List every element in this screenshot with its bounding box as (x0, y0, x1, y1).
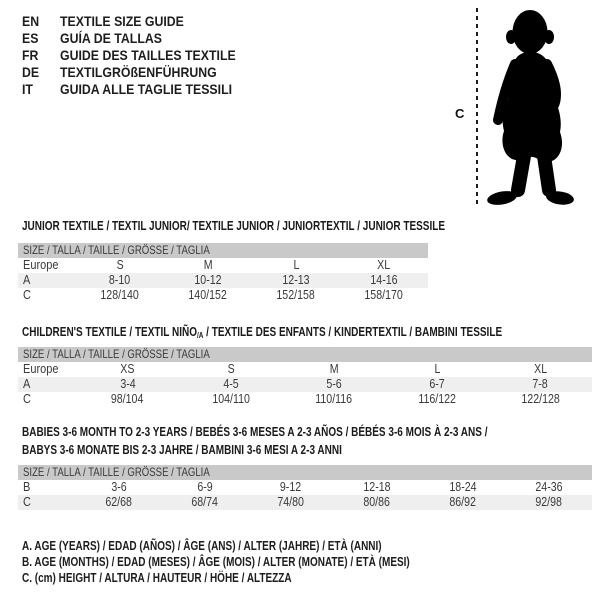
cell-value: 92/98 (535, 495, 563, 509)
cell-value: 110/116 (315, 392, 353, 406)
cell-value: 86/92 (449, 495, 477, 509)
row-label: A (23, 377, 31, 391)
cell-value: 116/122 (418, 392, 457, 406)
lang-code: DE (22, 64, 40, 80)
lang-title: TEXTILGRÖßENFÜHRUNG (60, 64, 217, 80)
row-label: C (23, 392, 31, 406)
cell-value: 3-6 (111, 480, 127, 494)
lang-row-de (22, 64, 260, 81)
cell-value: M (329, 362, 339, 376)
note-height-cm (22, 570, 507, 586)
lang-row-fr (22, 47, 260, 64)
cell-value: 7-8 (532, 377, 549, 391)
cell-value: 9-12 (280, 480, 302, 494)
lang-code: ES (22, 30, 39, 46)
cell-value: 104/110 (211, 392, 250, 406)
cell-value: 4-5 (223, 377, 239, 391)
row-label: A (23, 273, 31, 287)
cell-value: 12-18 (363, 480, 391, 494)
lang-title: GUIDE DES TAILLES TEXTILE (60, 47, 236, 63)
cell-value: L (434, 362, 441, 376)
cell-value: 74/80 (277, 495, 305, 509)
note-text: B. AGE (MONTHS) / EDAD (MESES) / ÂGE (MOIS) / ALTER (MONATE) / ETÀ (MESI) (22, 555, 410, 569)
junior-size-header-bar (18, 243, 428, 258)
babies-size-table (18, 465, 592, 510)
babies-heading-line2: BABYS 3-6 MONATE BIS 2-3 JAHRE / BAMBINI 3-6 MESI A 2-3 ANNI (22, 443, 342, 457)
cell-value: 98/104 (111, 392, 144, 406)
babies-size-header-bar (18, 465, 592, 480)
cell-value: XL (377, 258, 391, 272)
legend-notes (22, 538, 507, 586)
row-label: Europe (23, 258, 59, 272)
row-label: C (23, 288, 31, 302)
note-age-years (22, 538, 507, 554)
cell-value: 6-7 (429, 377, 445, 391)
lang-row-it (22, 81, 260, 98)
cell-value: 68/74 (191, 495, 219, 509)
junior-size-table (18, 243, 428, 303)
note-text: C. (cm) HEIGHT / ALTURA / HAUTEUR / HÖHE / ALTEZZA (22, 571, 292, 585)
children-heading-text (22, 323, 502, 345)
cell-value: 140/152 (188, 288, 228, 302)
table-row (18, 495, 592, 510)
note-age-months (22, 554, 507, 570)
toddler-silhouette-icon (484, 6, 594, 208)
cell-value: 8-10 (109, 273, 131, 287)
note-text: A. AGE (YEARS) / EDAD (AÑOS) / ÂGE (ANS) / ALTER (JAHRE) / ETÀ (ANNI) (22, 539, 382, 553)
table-row (18, 258, 428, 273)
language-title-block (22, 13, 260, 98)
cell-value: 128/140 (100, 288, 140, 302)
lang-code: EN (22, 13, 40, 29)
table-row (18, 392, 592, 407)
cell-value: 12-13 (282, 273, 310, 287)
cell-value: S (227, 362, 235, 376)
height-marker-label: C (455, 106, 465, 121)
lang-title: GUIDA ALLE TAGLIE TESSILI (60, 81, 233, 97)
cell-value: L (293, 258, 299, 272)
cell-value: S (116, 258, 124, 272)
size-header-text: SIZE / TALLA / TAILLE / GRÖSSE / TAGLIA (23, 347, 210, 361)
children-section-heading (22, 323, 600, 345)
table-row (18, 377, 592, 392)
cell-value: 3-4 (119, 377, 136, 391)
cell-value: 18-24 (449, 480, 477, 494)
cell-value: 6-9 (197, 480, 213, 494)
cell-value: 122/128 (521, 392, 560, 406)
size-header-text: SIZE / TALLA / TAILLE / GRÖSSE / TAGLIA (23, 243, 210, 257)
row-label: C (23, 495, 31, 509)
cell-value: 24-36 (535, 480, 563, 494)
height-dashed-line (476, 8, 478, 206)
junior-section-heading (22, 217, 551, 235)
babies-section-heading (22, 423, 600, 459)
cell-value: 14-16 (370, 273, 398, 287)
lang-title: TEXTILE SIZE GUIDE (60, 13, 184, 29)
row-label: B (23, 480, 31, 494)
children-heading-suffix: / TEXTILE DES ENFANTS / KINDERTEXTIL / BAMBINI TESSILE (203, 325, 503, 339)
table-row (18, 273, 428, 288)
children-size-header-bar (18, 347, 592, 362)
cell-value: XS (120, 362, 135, 376)
lang-title: GUÍA DE TALLAS (60, 30, 162, 46)
junior-heading-text: JUNIOR TEXTILE / TEXTIL JUNIOR/ TEXTILE JUNIOR / JUNIORTEXTIL / JUNIOR TESSILE (22, 219, 446, 233)
table-row (18, 480, 592, 495)
children-size-table (18, 347, 592, 407)
cell-value: 10-12 (194, 273, 222, 287)
cell-value: 158/170 (364, 288, 404, 302)
table-row (18, 288, 428, 303)
table-row (18, 362, 592, 377)
children-heading-subscript: /A (196, 331, 204, 340)
cell-value: 152/158 (276, 288, 316, 302)
cell-value: 5-6 (326, 377, 342, 391)
lang-row-en (22, 13, 260, 30)
cell-value: 80/86 (363, 495, 391, 509)
cell-value: 62/68 (105, 495, 133, 509)
size-header-text: SIZE / TALLA / TAILLE / GRÖSSE / TAGLIA (23, 465, 210, 479)
lang-code: FR (22, 47, 39, 63)
children-heading-prefix: CHILDREN'S TEXTILE / TEXTIL NIÑO (22, 325, 197, 339)
cell-value: M (203, 258, 213, 272)
babies-heading-line1: BABIES 3-6 MONTH TO 2-3 YEARS / BEBÉS 3-6 MESES A 2-3 AÑOS / BÉBÉS 3-6 MOIS À 2-3 ANS / (22, 425, 488, 439)
lang-code: IT (22, 81, 33, 97)
lang-row-es (22, 30, 260, 47)
cell-value: XL (533, 362, 547, 376)
row-label: Europe (23, 362, 59, 376)
